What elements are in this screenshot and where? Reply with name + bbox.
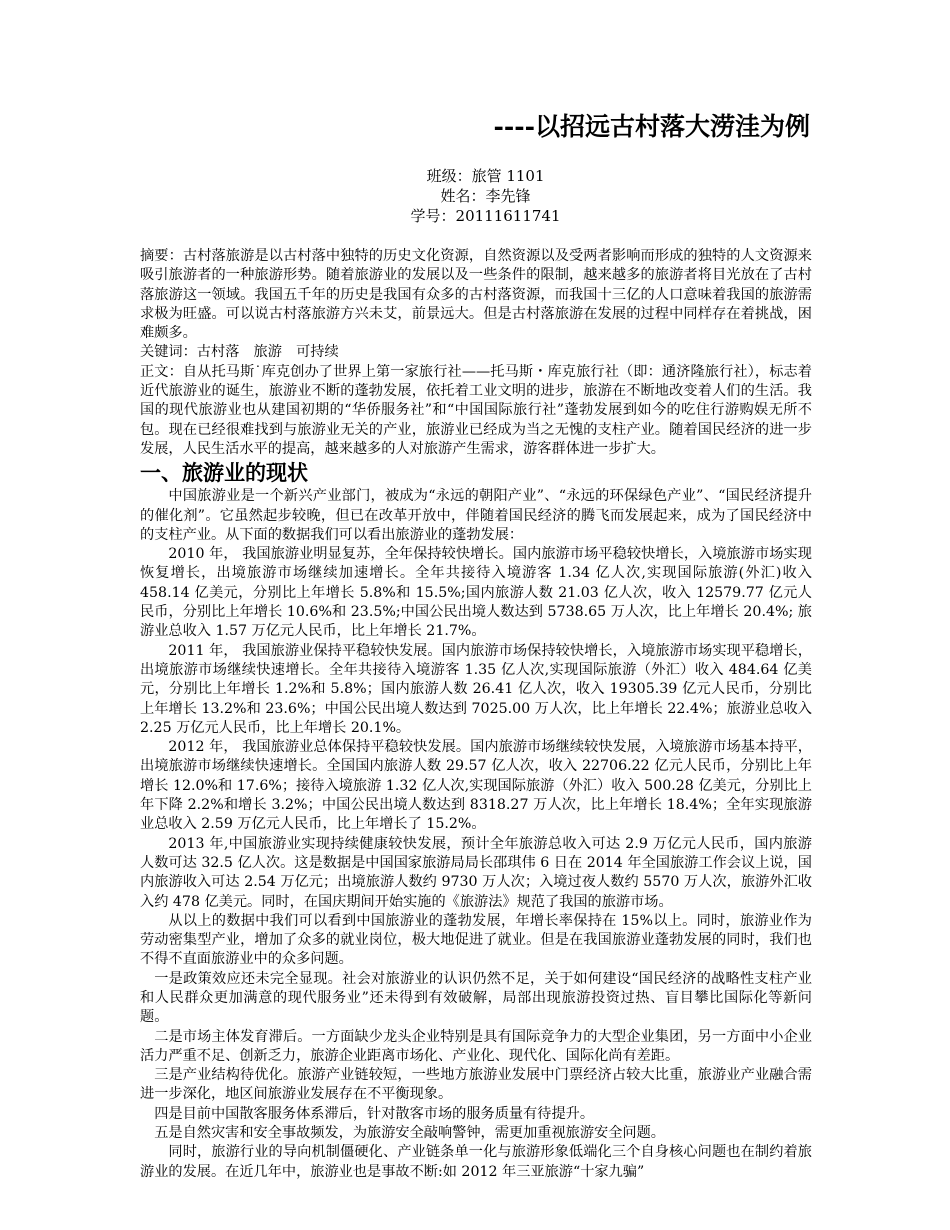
keywords: 关键词：古村落 旅游 可持续 [140, 344, 339, 361]
document-page [140, 110, 812, 1182]
issue-item: 二是市场主体发育滞后。一方面缺少龙头企业特别是具有国际竞争力的大型企业集团，另一方面中小企业活力严重不足、创新乏力，旅游企业距离市场化、产业化、现代化、国际化尚有差距。 [140, 1028, 812, 1064]
body-paragraph: 从以上的数据中我们可以看到中国旅游业的蓬勃发展，年增长率保持在 15%以上。同时，旅游业作为劳动密集型产业，增加了众多的就业岗位，极大地促进了就业。但是在我国旅游业蓬勃发展的同时，我们也不得不直面旅游业中的众多问题。 [140, 912, 812, 968]
issue-item: 一是政策效应还未完全显现。社会对旅游业的认识仍然不足，关于如何建设“国民经济的战略性支柱产业和人民群众更加满意的现代服务业”还未得到有效破解，局部出现旅游投资过热、盲目攀比国际化等新问题。 [140, 970, 812, 1026]
issue-item: 四是目前中国散客服务体系滞后，针对散客市场的服务质量有待提升。 [154, 1105, 595, 1122]
name-info: 姓名：李先锋 [440, 187, 531, 205]
closing-paragraph: 同时，旅游行业的导向机制僵硬化、产业链条单一化与旅游形象低端化三个自身核心问题也在制约着旅游业的发展。在近几年中，旅游业也是事故不断:如 2012 年三亚旅游“十家九骗” [140, 1144, 812, 1180]
body-paragraph: 2011 年， 我国旅游业保持平稳较快发展。国内旅游市场保持较快增长，入境旅游市场实现平稳增长，出境旅游市场继续快速增长。全年共接待入境游客 1.35 亿人次,实现国际旅游（外汇）收入 484.64 亿美元，分别比上年增长 1.2%和 5.8%；国内旅游人数 26.41 亿人次，收入 19305.39 亿元人民币，分别比上年增长 13.2%和 23.6%；中国公民出境人数达到 7025.00 万人次，比上年增长 22.4%；旅游业总收入 2.25 万亿元人民币，比上年增长 20.1%。 [140, 642, 812, 736]
student-id: 学号：20111611741 [410, 207, 561, 225]
document-subtitle: ----以招远古村落大涝洼为例 [493, 112, 810, 141]
author-info [140, 146, 812, 246]
issue-item: 五是自然灾害和安全事故频发，为旅游安全敲响警钟，需更加重视旅游安全问题。 [154, 1125, 665, 1142]
intro-paragraph: 正文：自从托马斯˙库克创办了世界上第一家旅行社——托马斯・库克旅行社（即：通济隆旅行社），标志着近代旅游业的诞生，旅游业不断的蓬勃发展，依托着工业文明的进步，旅游在不断地改变着人们的生活。我国的现代旅游业也从建国初期的“华侨服务社”和“中国国际旅行社”蓬勃发展到如今的吃住行游购娱无所不包。现在已经很难找到与旅游业无关的产业，旅游业已经成为当之无愧的支柱产业。随着国民经济的进一步发展，人民生活水平的提高，越来越多的人对旅游产生需求，游客群体进一步扩大。 [140, 363, 812, 457]
body-paragraph: 2013 年,中国旅游业实现持续健康较快发展，预计全年旅游总收入可达 2.9 万亿元人民币，国内旅游人数可达 32.5 亿人次。这是数据是中国国家旅游局局长邵琪伟 6 日在 2014 年全国旅游工作会议上说，国内旅游收入可达 2.54 万亿元；出境旅游人数约 9730 万人次；入境过夜人数约 5570 万人次，旅游外汇收入约 478 亿美元。同时，在国庆期间开始实施的《旅游法》规范了我国的旅游市场。 [140, 835, 812, 910]
section-heading: 一、旅游业的现状 [140, 460, 308, 486]
body-paragraph: 中国旅游业是一个新兴产业部门，被成为“永远的朝阳产业”、“永远的环保绿色产业”、“国民经济提升的催化剂”。它虽然起步较晚，但已在改革开放中，伴随着国民经济的腾飞而发展起来，成为了国民经济中的支柱产业。从下面的数据我们可以看出旅游业的蓬勃发展： [140, 488, 812, 543]
body-paragraph: 2010 年， 我国旅游业明显复苏，全年保持较快增长。国内旅游市场平稳较快增长，入境旅游市场实现恢复增长，出境旅游市场继续加速增长。全年共接待入境游客 1.34 亿人次,实现国际旅游(外汇)收入 458.14 亿美元，分别比上年增长 5.8%和 15.5%;国内旅游人数 21.03 亿人次，收入 12579.77 亿元人民币，分别比上年增长 10.6%和 23.5%;中国公民出境人数达到 5738.65 万人次，比上年增长 20.4%; 旅游业总收入 1.57 万亿元人民币，比上年增长 21.7%。 [140, 546, 812, 640]
issue-item: 三是产业结构待优化。旅游产业链较短，一些地方旅游业发展中门票经济占较大比重，旅游业产业融合需进一步深化，地区间旅游业发展存在不平衡现象。 [140, 1067, 812, 1103]
body-paragraph: 2012 年， 我国旅游业总体保持平稳较快发展。国内旅游市场继续较快发展，入境旅游市场基本持平，出境旅游市场继续快速增长。全国国内旅游人数 29.57 亿人次，收入 22706.22 亿元人民币，分别比上年增长 12.0%和 17.6%；接待入境旅游 1.32 亿人次,实现国际旅游（外汇）收入 500.28 亿美元，分别比上年下降 2.2%和增长 3.2%；中国公民出境人数达到 8318.27 万人次，比上年增长 18.4%；全年实现旅游业总收入 2.59 万亿元人民币，比上年增长了 15.2%。 [140, 739, 812, 833]
abstract: 摘要：古村落旅游是以古村落中独特的历史文化资源，自然资源以及受两者影响而形成的独特的人文资源来吸引旅游者的一种旅游形势。随着旅游业的发展以及一些条件的限制，越来越多的旅游者将目光放在了古村落旅游这一领域。我国五千年的历史是我国有众多的古村落资源，而我国十三亿的人口意味着我国的旅游需求极为旺盛。可以说古村落旅游方兴未艾，前景远大。但是古村落旅游在发展的过程中同样存在着挑战，困难颇多。 [140, 248, 812, 342]
class-info: 班级：旅管 1101 [426, 167, 545, 185]
